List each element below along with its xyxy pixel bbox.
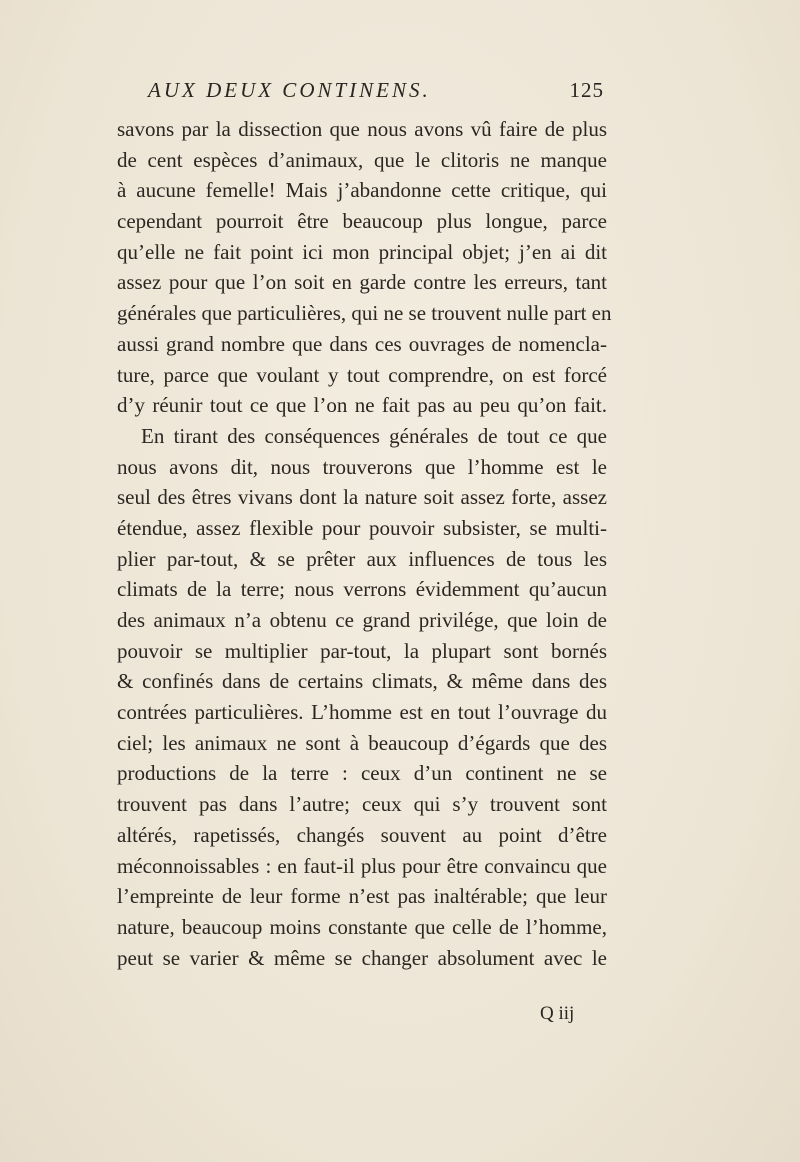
text-line: à aucune femelle! Mais j’abandonne cette critique, qui [117,178,607,203]
text-line: pouvoir se multiplier par-tout, la plupart sont bornés [117,638,607,663]
page-number: 125 [569,78,604,102]
body-text [117,114,612,973]
text-line: & confinés dans de certains climats, & même dans des [117,669,607,694]
text-line: méconnoissables : en faut-il plus pour être convaincu que [117,853,607,878]
text-line: des animaux n’a obtenu ce grand privilége, que loin de [117,608,607,632]
text-line: seul des êtres vivans dont la nature soit assez forte, assez [117,485,607,510]
text-line: productions de la terre : ceux d’un continent ne se [117,761,607,786]
running-head [148,78,604,108]
text-line: étendue, assez flexible pour pouvoir subsister, se multi- [117,515,607,540]
text-line: cependant pourroit être beaucoup plus longue, parce [117,209,607,234]
text-line: qu’elle ne fait point ici mon principal objet; j’en ai dit [117,239,607,264]
text-line: altérés, rapetissés, changés souvent au point d’être [117,822,607,847]
text-line: ciel; les animaux ne sont à beaucoup d’égards que des [117,730,607,755]
text-line: savons par la dissection que nous avons vû faire de plus [117,117,607,141]
text-line: nature, beaucoup moins constante que celle de l’homme, [117,914,607,939]
text-line: aussi grand nombre que dans ces ouvrages de nomencla- [117,331,607,356]
running-title: AUX DEUX CONTINENS. [148,78,431,102]
text-line: climats de la terre; nous verrons évidemment qu’aucun [117,577,607,602]
text-line: plier par-tout, & se prêter aux influences de tous les [117,546,607,571]
signature-mark: Q iij [540,1003,575,1024]
text-line: l’empreinte de leur forme n’est pas inaltérable; que leur [117,884,607,909]
text-line: assez pour que l’on soit en garde contre les erreurs, tant [117,270,607,295]
text-line: En tirant des conséquences générales de tout ce que [141,423,607,448]
text-line: peut se varier & même se changer absolument avec le [117,945,607,970]
text-line: ture, parce que voulant y tout comprendre, on est forcé [117,362,607,387]
text-line: contrées particulières. L’homme est en tout l’ouvrage du [117,700,607,725]
text-line: nous avons dit, nous trouverons que l’homme est le [117,454,607,479]
text-line: de cent espèces d’animaux, que le clitoris ne manque [117,147,607,172]
text-line: trouvent pas dans l’autre; ceux qui s’y trouvent sont [117,792,607,817]
text-line: d’y réunir tout ce que l’on ne fait pas au peu qu’on fait. [117,393,607,418]
text-line: générales que particulières, qui ne se trouvent nulle part en [117,301,612,326]
